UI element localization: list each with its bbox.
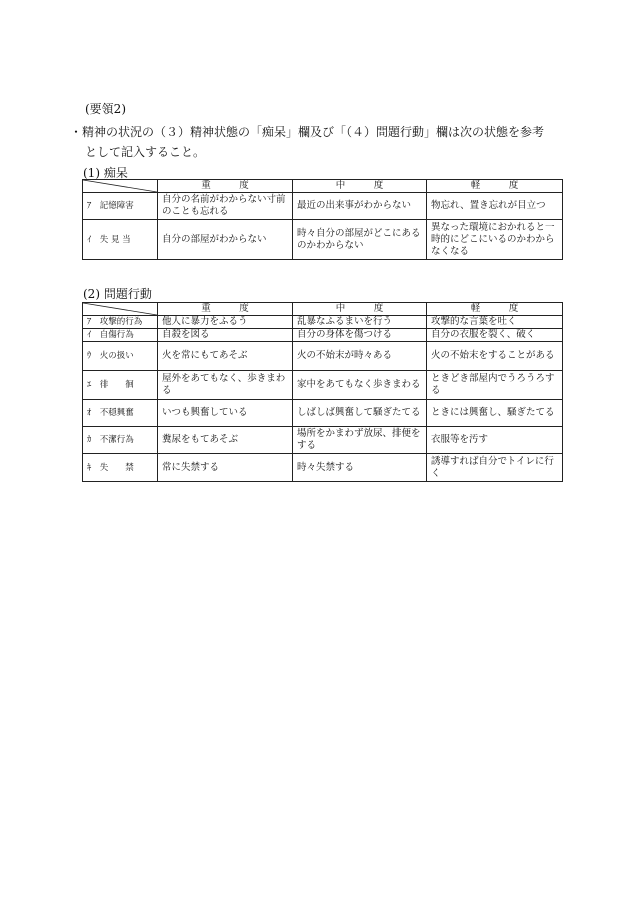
cell-severe: 火を常にもてあそぶ [158,342,293,371]
header-moderate: 中 度 [293,180,427,193]
cell-severe: 他人に暴力をふるう [158,316,293,329]
table-row [83,316,563,329]
row-label: ｶ 不潔行為 [83,427,158,454]
table-row [83,220,563,260]
row-label: ｲ 失 見 当 [83,220,158,260]
header-moderate: 中 度 [293,303,427,316]
cell-mild: 物忘れ、置き忘れが目立つ [427,193,563,220]
row-label: ｱ 記憶障害 [83,193,158,220]
section-1-title: (1) 痴呆 [83,166,128,180]
section-2-title: (2) 問題行動 [83,287,152,301]
table-row [83,342,563,371]
cell-mild: 誘導すれば自分でトイレに行く [427,454,563,482]
diagonal-header-cell [83,303,158,316]
instruction-line-2: として記入すること。 [85,145,206,159]
cell-moderate: 時々失禁する [293,454,427,482]
cell-severe: 常に失禁する [158,454,293,482]
cell-severe: 屋外をあてもなく、歩きまわる [158,371,293,400]
table-row [83,371,563,400]
table-row [83,454,563,482]
table-header-row [83,303,563,316]
row-label: ｲ 自傷行為 [83,329,158,342]
cell-moderate: 火の不始末が時々ある [293,342,427,371]
cell-severe: 自分の名前がわからない寸前のことも忘れる [158,193,293,220]
table-row [83,193,563,220]
cell-severe: いつも興奮している [158,400,293,427]
problem-behavior-table [82,302,563,482]
table-header-row [83,180,563,193]
row-label: ｱ 攻撃的行為 [83,316,158,329]
header-mild: 軽 度 [427,180,563,193]
cell-moderate: 最近の出来事がわからない [293,193,427,220]
table-row [83,400,563,427]
cell-moderate: しばしば興奮して騒ぎたてる [293,400,427,427]
cell-severe: 糞尿をもてあそぶ [158,427,293,454]
cell-moderate: 家中をあてもなく歩きまわる [293,371,427,400]
cell-mild: ときには興奮し、騒ぎたてる [427,400,563,427]
cell-mild: 衣服等を汚す [427,427,563,454]
header-severe: 重 度 [158,303,293,316]
row-label: ｷ 失 禁 [83,454,158,482]
instruction-line-1: ・精神の状況の（３）精神状態の「痴呆」欄及び「（４）問題行動」欄は次の状態を参考 [70,125,545,139]
cell-moderate: 場所をかまわず放尿、排便をする [293,427,427,454]
cell-mild: 異なった環境におかれると一時的にどこにいるのかわからなくなる [427,220,563,260]
row-label: ｴ 徘 徊 [83,371,158,400]
row-label: ｵ 不穏興奮 [83,400,158,427]
dementia-table [82,179,563,260]
table-row [83,329,563,342]
header-mild: 軽 度 [427,303,563,316]
cell-severe: 自分の部屋がわからない [158,220,293,260]
heading: (要領2) [85,102,126,116]
diagonal-header-cell [83,180,158,193]
cell-mild: ときどき部屋内でうろうろする [427,371,563,400]
row-label: ｳ 火の扱い [83,342,158,371]
table-row [83,427,563,454]
cell-moderate: 乱暴なふるまいを行う [293,316,427,329]
cell-moderate: 自分の身体を傷つける [293,329,427,342]
cell-moderate: 時々自分の部屋がどこにあるのかわからない [293,220,427,260]
cell-mild: 自分の衣服を裂く、破く [427,329,563,342]
cell-severe: 自殺を図る [158,329,293,342]
cell-mild: 火の不始末をすることがある [427,342,563,371]
cell-mild: 攻撃的な言葉を吐く [427,316,563,329]
header-severe: 重 度 [158,180,293,193]
